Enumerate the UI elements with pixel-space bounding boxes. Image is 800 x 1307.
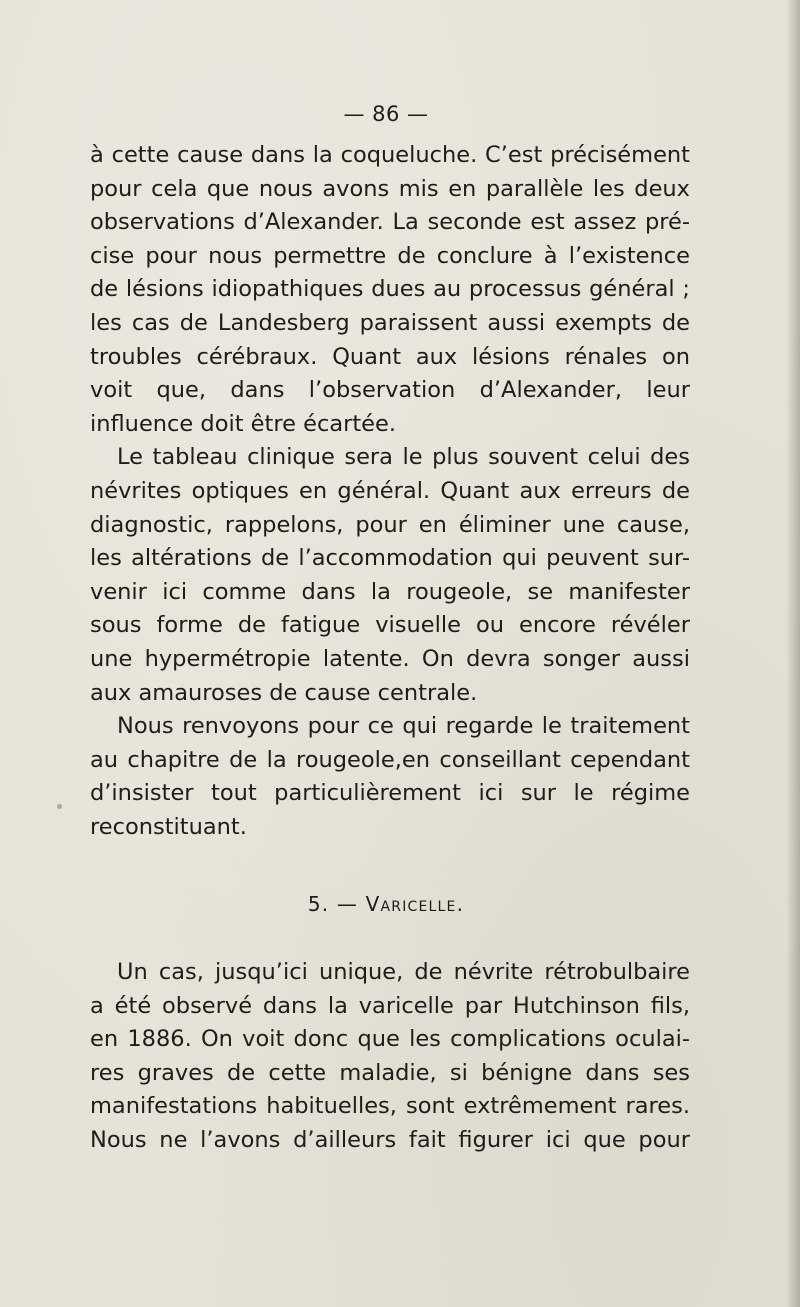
text-line: cise pour nous permettre de conclure à l’existence xyxy=(90,242,690,269)
text-line: res graves de cette maladie, si bénigne dans ses xyxy=(90,1059,690,1086)
page-edge-shadow xyxy=(786,0,800,1307)
text-line: Un cas, jusqu’ici unique, de névrite rétrobulbaire xyxy=(117,959,690,985)
text-line: une hypermétropie latente. On devra songer aussi xyxy=(90,645,690,672)
text-line: les altérations de l’accommodation qui peuvent sur- xyxy=(90,545,690,572)
text-line: névrites optiques en général. Quant aux erreurs de xyxy=(90,477,690,504)
text-line: aux amauroses de cause centrale. xyxy=(90,679,478,706)
text-lower xyxy=(90,956,690,1158)
page-number: — 86 — xyxy=(343,102,429,126)
section-heading: 5. — Varicelle. xyxy=(307,892,465,916)
text-line: Nous ne l’avons d’ailleurs fait figurer ici que pour xyxy=(90,1126,690,1153)
text-line: en 1886. On voit donc que les complications oculai- xyxy=(90,1026,690,1053)
text-line: influence doit être écartée. xyxy=(90,410,397,437)
text-line: d’insister tout particulièrement ici sur le régime xyxy=(90,780,690,807)
text-line: reconstituant. xyxy=(90,813,247,840)
text-line: au chapitre de la rougeole,en conseillant cependant xyxy=(90,746,690,773)
text-line: voit que, dans l’observation d’Alexander, leur xyxy=(90,377,690,404)
text-line: Nous renvoyons pour ce qui regarde le traitement xyxy=(117,713,690,740)
text-line: Le tableau clinique sera le plus souvent celui des xyxy=(117,444,690,471)
text-line: a été observé dans la varicelle par Hutchinson fils, xyxy=(90,992,690,1019)
text-line: observations d’Alexander. La seconde est assez pré- xyxy=(90,209,690,236)
text-line: troubles cérébraux. Quant aux lésions rénales on xyxy=(90,343,690,370)
text-line: à cette cause dans la coqueluche. C’est précisément xyxy=(90,142,690,168)
text-line: pour cela que nous avons mis en parallèle les deux xyxy=(90,175,690,202)
text-upper xyxy=(90,139,690,844)
text-line: diagnostic, rappelons, pour en éliminer une cause, xyxy=(90,511,690,538)
text-line: manifestations habituelles, sont extrêmement rares. xyxy=(90,1093,690,1120)
text-line: venir ici comme dans la rougeole, se manifester xyxy=(90,578,690,605)
text-line: les cas de Landesberg paraissent aussi exempts de xyxy=(90,309,690,336)
text-line: sous forme de fatigue visuelle ou encore révéler xyxy=(90,612,690,639)
paper-speck xyxy=(57,804,62,809)
text-line: de lésions idiopathiques dues au processus général ; xyxy=(90,276,690,303)
